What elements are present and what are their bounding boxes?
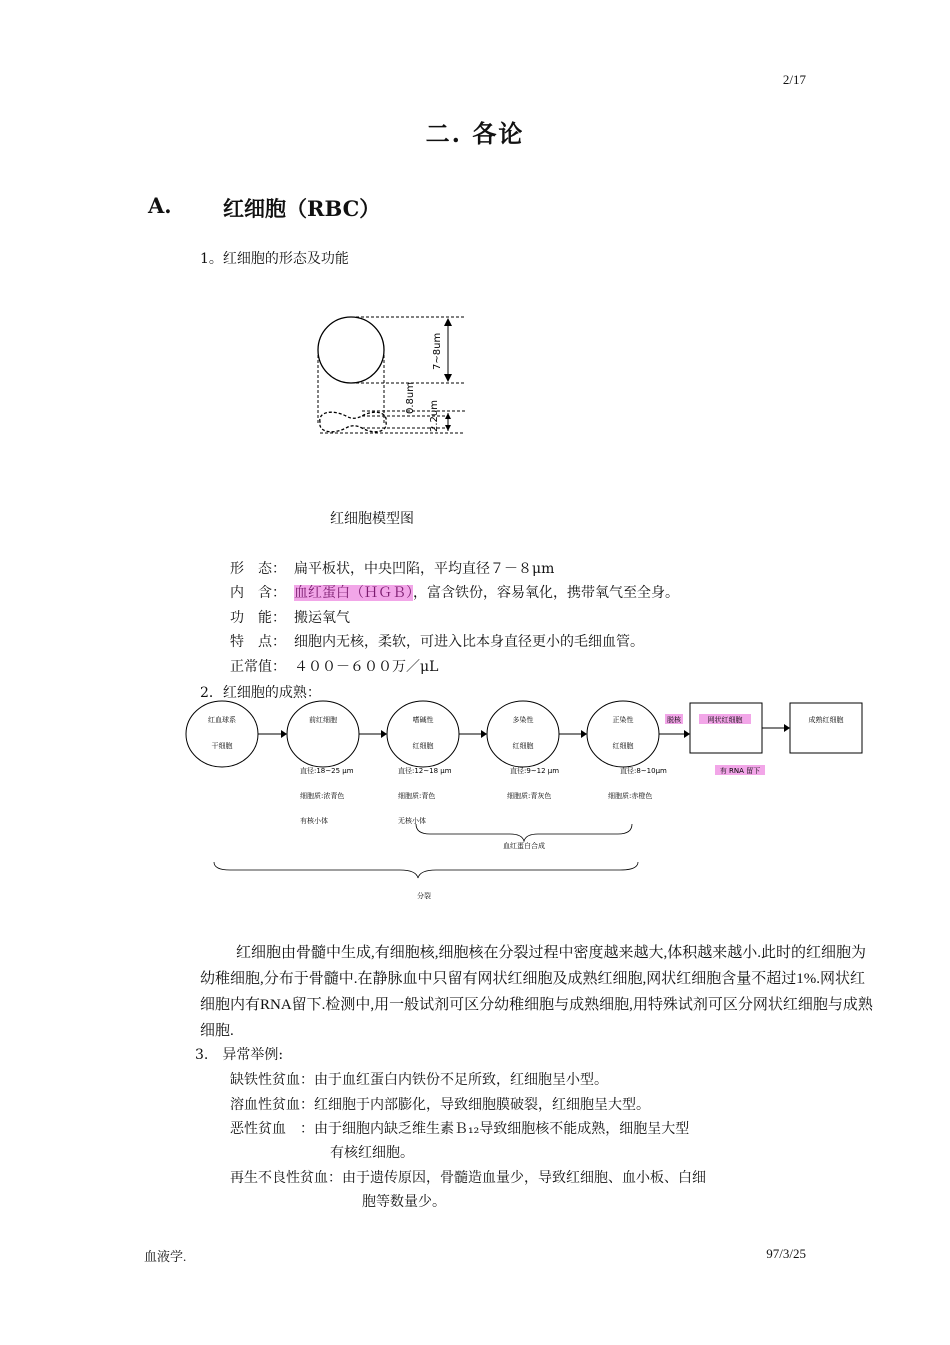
property-label: 正常值：: [230, 659, 286, 675]
condition-desc: 由于遗传原因，骨髓造血量少，导致红细胞、血小板、白细: [342, 1170, 706, 1186]
diameter-label: 7~8um: [432, 332, 443, 370]
property-value: 搬运氧气: [294, 610, 350, 626]
property-value: ４００－６００万／μL: [294, 659, 439, 675]
abnormal-item: [230, 1118, 689, 1138]
enucleation-label: 脱核: [667, 716, 681, 724]
division-label: 分裂: [417, 892, 431, 900]
abnormal-item: [230, 1069, 608, 1089]
footer-left: 血液学.: [144, 1249, 187, 1264]
abnormal-item: [230, 1094, 650, 1114]
thin-label: 0.8um: [405, 382, 416, 414]
nucleolus-text: 无核小体: [398, 817, 426, 825]
abnormal-item-continuation: 胞等数量少。: [362, 1194, 446, 1210]
property-row-normal: [230, 656, 438, 676]
section-title: 红细胞（RBC）: [223, 196, 381, 221]
property-row-features: [230, 631, 644, 651]
property-row-contents: [230, 582, 679, 602]
rna-note: 有 RNA 留下: [719, 767, 761, 775]
body-paragraph: [200, 940, 875, 1044]
diameter-text: 直径:18~25 μm: [300, 767, 354, 775]
page-title: 二. 各论: [425, 119, 525, 148]
property-label: 形 态：: [230, 561, 286, 577]
mature-rbc-label: 成熟红细胞: [808, 716, 844, 724]
cytoplasm-text: 细胞质:青色: [398, 792, 436, 800]
condition-name: 恶性贫血 ：: [230, 1121, 314, 1137]
property-row-shape: [230, 558, 554, 578]
stage-label: 红细胞: [412, 742, 434, 750]
condition-name: 溶血性贫血：: [230, 1097, 314, 1113]
cytoplasm-text: 细胞质:赤橙色: [608, 792, 653, 800]
subsection-1-heading: 1。红细胞的形态及功能: [200, 251, 349, 267]
hemoglobin-synthesis-label: 血红蛋白合成: [503, 842, 545, 850]
diameter-text: 直径:12~18 μm: [398, 767, 452, 775]
stage-label: 多染性: [512, 716, 534, 724]
condition-name: 再生不良性贫血：: [230, 1170, 342, 1186]
subsection-3-heading: 3. 异常举例:: [195, 1047, 284, 1063]
nucleolus-text: 有核小体: [300, 817, 328, 825]
property-value: ，富含铁份，容易氧化，携带氧气至全身。: [413, 585, 679, 601]
page-number: 2/17: [782, 72, 806, 87]
property-label: 特 点：: [230, 634, 286, 650]
condition-desc: 红细胞于内部膨化，导致细胞膜破裂，红细胞呈大型。: [314, 1097, 650, 1113]
abnormal-item: [230, 1167, 706, 1187]
condition-desc: 由于血红蛋白内铁份不足所致，红细胞呈小型。: [314, 1072, 608, 1088]
property-label: 内 含：: [230, 585, 286, 601]
stage-label: 红血球系: [208, 716, 236, 724]
stage-label: 红细胞: [612, 742, 634, 750]
highlighted-term: 血红蛋白（ＨＧＢ）: [294, 585, 413, 601]
stage-label: 正染性: [612, 716, 634, 724]
cytoplasm-text: 细胞质:浓青色: [300, 792, 345, 800]
stage-label: 红细胞: [512, 742, 534, 750]
stage-label: 嗜碱性: [412, 716, 434, 724]
property-row-function: [230, 607, 350, 627]
property-value: 细胞内无核，柔软，可进入比本身直径更小的毛细血管。: [294, 634, 644, 650]
condition-desc: 由于细胞内缺乏维生素Ｂ₁₂导致细胞核不能成熟，细胞呈大型: [314, 1121, 690, 1137]
thick-label: 2.2um: [429, 400, 440, 432]
diameter-text: 直径:9~12 μm: [510, 767, 560, 775]
maturation-diagram: [180, 698, 880, 908]
property-label: 功 能：: [230, 610, 286, 626]
stage-label: 干细胞: [211, 742, 233, 750]
diagram-caption: 红细胞模型图: [330, 511, 414, 527]
section-letter: A.: [148, 193, 172, 218]
paragraph-text: 红细胞由骨髓中生成,有细胞核,细胞核在分裂过程中密度越来越大,体积越来越小.此时的红细胞为幼稚细胞,分布于骨髓中.在静脉血中只留有网状红细胞及成熟红细胞,网状红细胞含量不超过1%.网状红细胞内有RNA留下.检测中,用一般试剂可区分幼稚细胞与成熟细胞,用特殊试剂可区分网状红细胞与成熟细胞.: [200, 945, 873, 1039]
reticulocyte-label: 网状红细胞: [707, 716, 743, 724]
footer-right: 97/3/25: [766, 1246, 806, 1261]
condition-name: 缺铁性贫血：: [230, 1072, 314, 1088]
diameter-text: 直径:8~10μm: [620, 767, 667, 775]
stage-label: 前红细胞: [309, 716, 337, 724]
rbc-model-diagram: [310, 310, 480, 440]
abnormal-item-continuation: 有核红细胞。: [330, 1145, 414, 1161]
cytoplasm-text: 细胞质:青灰色: [507, 792, 552, 800]
section-a-heading: [148, 193, 381, 221]
subsection-2-heading: 2．红细胞的成熟：: [200, 685, 321, 701]
property-value: 扁平板状，中央凹陷，平均直径７－８μm: [294, 561, 555, 577]
